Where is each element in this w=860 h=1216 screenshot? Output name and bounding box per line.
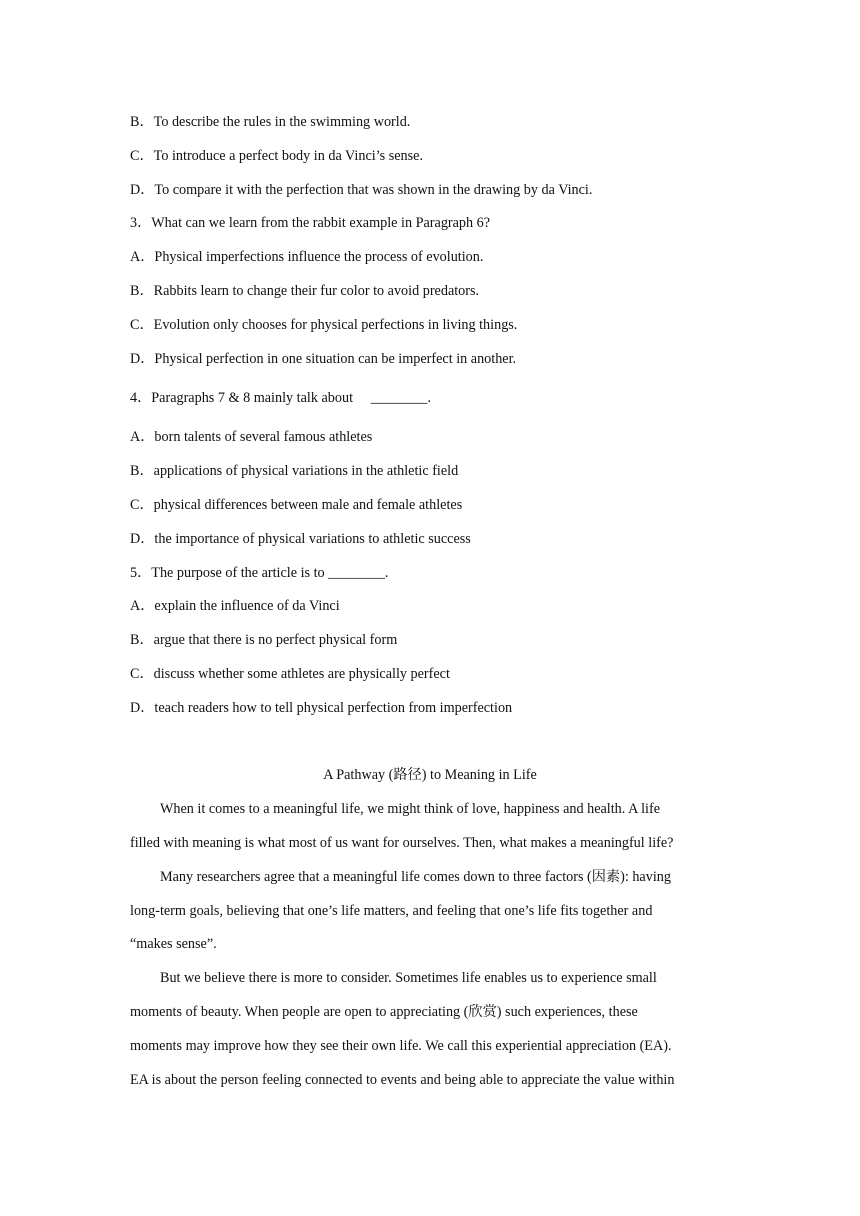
q3-option-c: C．Evolution only chooses for physical perfections in living things. (130, 317, 518, 333)
q5-stem: 5．The purpose of the article is to ________. (130, 565, 389, 581)
q2-option-d: D．To compare it with the perfection that was shown in the drawing by da Vinci. (130, 182, 593, 198)
passage-line: long-term goals, believing that one’s life matters, and feeling that one’s life fits together and (130, 903, 653, 919)
q5-option-a: A．explain the influence of da Vinci (130, 598, 340, 614)
passage-line: moments may improve how they see their own life. We call this experiential appreciation (EA). (130, 1038, 672, 1054)
q5-option-b: B．argue that there is no perfect physical form (130, 632, 398, 648)
passage-line: “makes sense”. (130, 936, 217, 952)
passage-line: moments of beauty. When people are open to appreciating (欣赏) such experiences, these (130, 1004, 638, 1020)
q3-option-d: D．Physical perfection in one situation can be imperfect in another. (130, 351, 517, 367)
q3-option-a: A．Physical imperfections influence the process of evolution. (130, 249, 484, 265)
passage-line: filled with meaning is what most of us want for ourselves. Then, what makes a meaningful life? (130, 835, 674, 851)
q4-option-a: A．born talents of several famous athletes (130, 429, 373, 445)
q3-option-b: B．Rabbits learn to change their fur color to avoid predators. (130, 283, 480, 299)
q3-stem: 3．What can we learn from the rabbit example in Paragraph 6? (130, 215, 491, 231)
q4-stem: 4．Paragraphs 7 & 8 mainly talk about ________. (130, 390, 432, 406)
q2-option-c: C．To introduce a perfect body in da Vinci’s sense. (130, 148, 423, 164)
q5-option-c: C．discuss whether some athletes are physically perfect (130, 666, 450, 682)
passage-line: EA is about the person feeling connected to events and being able to appreciate the value within (130, 1072, 675, 1088)
passage-line: But we believe there is more to consider. Sometimes life enables us to experience small (160, 970, 657, 986)
passage-line: Many researchers agree that a meaningful life comes down to three factors (因素): having (160, 869, 671, 885)
q4-option-d: D．the importance of physical variations to athletic success (130, 531, 471, 547)
passage-title: A Pathway (路径) to Meaning in Life (323, 767, 537, 783)
q5-option-d: D．teach readers how to tell physical perfection from imperfection (130, 700, 513, 716)
passage-line: When it comes to a meaningful life, we might think of love, happiness and health. A life (160, 801, 660, 817)
q4-option-b: B．applications of physical variations in the athletic field (130, 463, 459, 479)
q2-option-b: B．To describe the rules in the swimming world. (130, 114, 411, 130)
q4-option-c: C．physical differences between male and female athletes (130, 497, 463, 513)
